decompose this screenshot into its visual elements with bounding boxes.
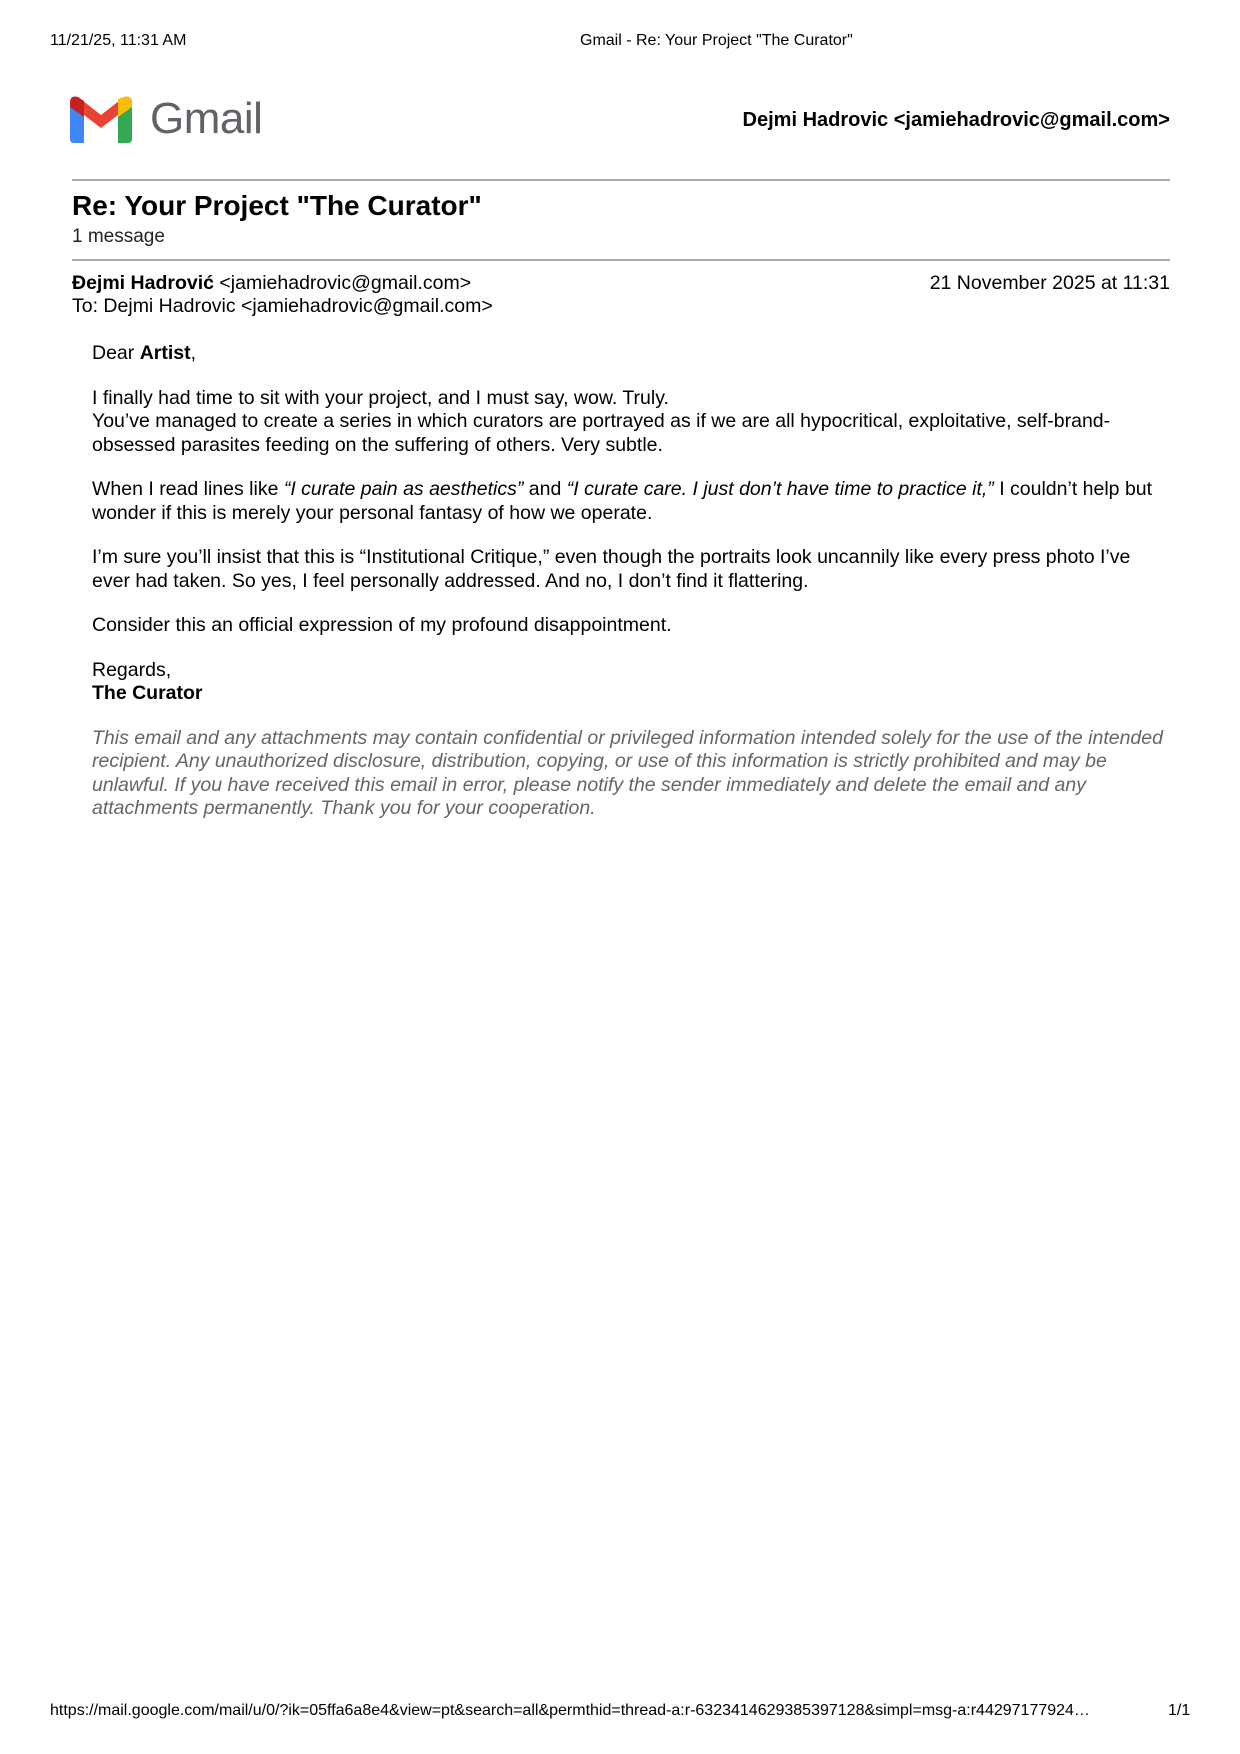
gmail-logo xyxy=(70,94,262,144)
print-page-title: Gmail - Re: Your Project "The Curator" xyxy=(580,32,853,49)
greeting: Dear Artist, xyxy=(92,342,197,364)
paragraph: I finally had time to sit with your project, and I must say, wow. Truly. You’ve managed to create a series in which curators are portrayed as if we are all hypocritical, exploitative, self-brand-obsessed parasites feeding on the suffering of others. Very subtle. xyxy=(92,386,1111,456)
account-label: Dejmi Hadrovic <jamiehadrovic@gmail.com> xyxy=(742,109,1170,131)
divider xyxy=(72,259,1170,261)
message-body xyxy=(92,342,1172,842)
sender-email: <jamiehadrovic@gmail.com> xyxy=(219,272,472,294)
divider xyxy=(72,179,1170,181)
gmail-m-icon xyxy=(70,95,132,143)
paragraph: Consider this an official expression of my profound disappointment. xyxy=(92,614,672,636)
print-url: https://mail.google.com/mail/u/0/?ik=05ffa6a8e4&view=pt&search=all&permthid=thread-a:r-6323414629385397128&simpl=msg-a:r44297177924… xyxy=(50,1702,1090,1719)
paragraph: I’m sure you’ll insist that this is “Institutional Critique,” even though the portraits look uncannily like every press photo I’ve ever had taken. So yes, I feel personally addressed. And no, I don’t find it flattering. xyxy=(92,546,1131,592)
message-date: 21 November 2025 at 11:31 xyxy=(929,272,1170,294)
paragraph: When I read lines like “I curate pain as aesthetics” and “I curate care. I just don’t have time to practice it,” I couldn’t help but wonder if this is merely your personal fantasy of how we operate. xyxy=(92,478,1153,524)
print-datetime: 11/21/25, 11:31 AM xyxy=(50,32,187,49)
message-count: 1 message xyxy=(72,226,165,247)
gmail-wordmark: Gmail xyxy=(150,94,263,143)
page-number: 1/1 xyxy=(1168,1702,1191,1719)
thread-subject: Re: Your Project "The Curator" xyxy=(72,190,482,221)
signature: The Curator xyxy=(92,682,203,704)
sender-name: Đejmi Hadrović xyxy=(72,272,214,294)
recipient: To: Dejmi Hadrovic <jamiehadrovic@gmail.com> xyxy=(72,295,493,317)
disclaimer: This email and any attachments may contain confidential or privileged information intended solely for the use of the intended recipient. Any unauthorized disclosure, distribution, copying, or use of this information is strictly prohibited and may be unlawful. If you have received this email in error, please notify the sender immediately and delete the email and any attachments permanently. Thank you for your cooperation. xyxy=(92,726,1163,819)
signoff: Regards, The Curator xyxy=(92,658,203,704)
sender xyxy=(72,272,471,295)
